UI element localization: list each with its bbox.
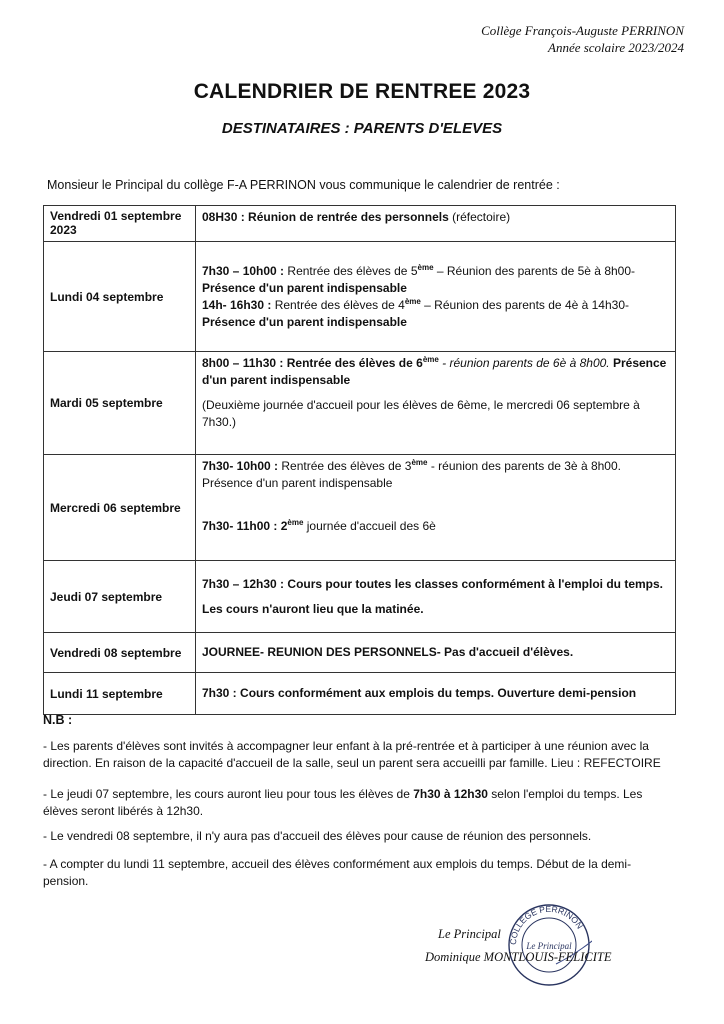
event-text: Cours pour toutes les classes conformément à l'emploi du temps. [287, 576, 664, 591]
table-row [44, 673, 676, 715]
day-label: Vendredi 01 septembre [50, 209, 182, 223]
table-row [44, 206, 676, 242]
calendar-table [43, 205, 676, 715]
event-text: 2 [280, 519, 288, 533]
event-line: d'un parent indispensable [202, 373, 351, 387]
event-line [202, 355, 669, 372]
event-line [202, 576, 669, 593]
day-cell: Lundi 11 septembre [44, 673, 196, 715]
event-line [202, 297, 669, 314]
day-cell: Mercredi 06 septembre [44, 455, 196, 561]
event-text: Rentrée des élèves de 6 [286, 356, 423, 370]
time-label: 08H30 : [202, 210, 245, 224]
day-cell: Vendredi 08 septembre [44, 633, 196, 673]
nb-paragraph-2 [43, 786, 668, 820]
day-cell: Jeudi 07 septembre [44, 561, 196, 633]
event-location: (réfectoire) [452, 210, 511, 224]
table-row [44, 633, 676, 673]
nb-paragraph-4: - A compter du lundi 11 septembre, accueil des élèves conformément aux emplois du temps. Début de la demi-pension. [43, 857, 632, 888]
time-label: 7h30 – 10h00 : [202, 263, 285, 278]
event-line: Présence d'un parent indispensable [202, 280, 407, 295]
nb-text: - Les parents d'élèves sont invités à accompagner leur enfant à la pré-rentrée et à participer à une réunion avec la direction. En raison de la capacité d'accueil de la salle, seul un parent sera accueilli par famille. Lieu : [43, 739, 649, 770]
time-label: 7h30 : [202, 686, 237, 700]
table-row [44, 561, 676, 633]
superscript: ème [422, 355, 439, 364]
school-header [481, 22, 684, 56]
event-line [202, 458, 669, 475]
event-text: journée d'accueil des 6è [306, 519, 436, 533]
nb-title: N.B : [43, 713, 73, 727]
event-text: Présence [612, 356, 667, 370]
nb-text: REFECTOIRE [583, 756, 661, 770]
event-line: Présence d'un parent indispensable [202, 476, 393, 490]
school-name: Collège François-Auguste PERRINON [481, 23, 684, 38]
event-text: - réunion parents de 6è à 8h00. [442, 356, 610, 370]
nb-text-bold: 7h30 à 12h30 [413, 787, 488, 801]
table-row [44, 352, 676, 455]
page-subtitle: DESTINATAIRES : PARENTS D'ELEVES [221, 120, 503, 137]
time-label: 7h30- 10h00 : [202, 459, 279, 473]
event-note: (Deuxième journée d'accueil pour les élèves de 6ème, le mercredi 06 septembre à 7h30.) [202, 398, 640, 429]
event-line: Les cours n'auront lieu que la matinée. [202, 601, 424, 616]
time-label: 7h30- 11h00 : [202, 519, 278, 533]
day-cell: Lundi 04 septembre [44, 242, 196, 352]
nb-text: - Le jeudi 07 septembre, les cours auront lieu pour tous les élèves de [43, 787, 410, 801]
event-text: Rentrée des élèves de 3 [281, 459, 412, 473]
event-text: Cours conformément aux emplois du temps. Ouverture demi-pension [240, 686, 637, 700]
detail-cell [196, 673, 676, 715]
detail-cell [196, 561, 676, 633]
stamp-arc-text: COLLEGE PERRINON [507, 903, 585, 946]
event-text: Rentrée des élèves de 5 [287, 263, 418, 278]
superscript: ème [287, 518, 304, 527]
event-text: Rentrée des élèves de 4 [274, 297, 405, 312]
school-year: Année scolaire 2023/2024 [548, 40, 684, 55]
time-label: 8h00 – 11h30 : [202, 356, 284, 370]
school-stamp [506, 902, 592, 988]
event-line [202, 518, 669, 535]
event-line [202, 263, 669, 280]
event-text: – Réunion des parents de 4è à 14h30- [424, 297, 629, 312]
detail-cell [196, 242, 676, 352]
stamp-text [508, 904, 585, 945]
detail-cell: JOURNEE- REUNION DES PERSONNELS- Pas d'accueil d'élèves. [196, 633, 676, 673]
signature-label: Le Principal [438, 927, 501, 941]
superscript: ème [411, 458, 428, 467]
signature-name: Dominique MONTLOUIS-FELICITE [425, 950, 612, 964]
stamp-center-text: Le Principal [526, 941, 572, 951]
day-cell: Mardi 05 septembre [44, 352, 196, 455]
event-text: - réunion des parents de 3è à 8h00. [430, 459, 621, 473]
nb-paragraph-1 [43, 738, 668, 772]
detail-cell [196, 206, 676, 242]
time-label: 14h- 16h30 : [202, 297, 272, 312]
event-text: Réunion de rentrée des personnels [248, 210, 449, 224]
time-label: 7h30 – 12h30 : [202, 576, 285, 591]
intro-text: Monsieur le Principal du collège F-A PERRINON vous communique le calendrier de rentrée : [47, 178, 560, 192]
event-line: Présence d'un parent indispensable [202, 314, 407, 329]
day-label-year: 2023 [50, 223, 77, 237]
event-text: – Réunion des parents de 5è à 8h00- [436, 263, 636, 278]
day-cell [44, 206, 196, 242]
table-row [44, 455, 676, 561]
superscript: ème [417, 262, 434, 272]
table-row [44, 242, 676, 352]
nb-text: selon l'emploi du temps. Les élèves seront libérés à 12h30. [43, 787, 643, 818]
nb-paragraph-3: - Le vendredi 08 septembre, il n'y aura pas d'accueil des élèves pour cause de réunion des personnels. [43, 829, 592, 843]
page-title: CALENDRIER DE RENTREE 2023 [193, 80, 531, 103]
superscript: ème [404, 296, 421, 306]
detail-cell [196, 352, 676, 455]
detail-cell [196, 455, 676, 561]
